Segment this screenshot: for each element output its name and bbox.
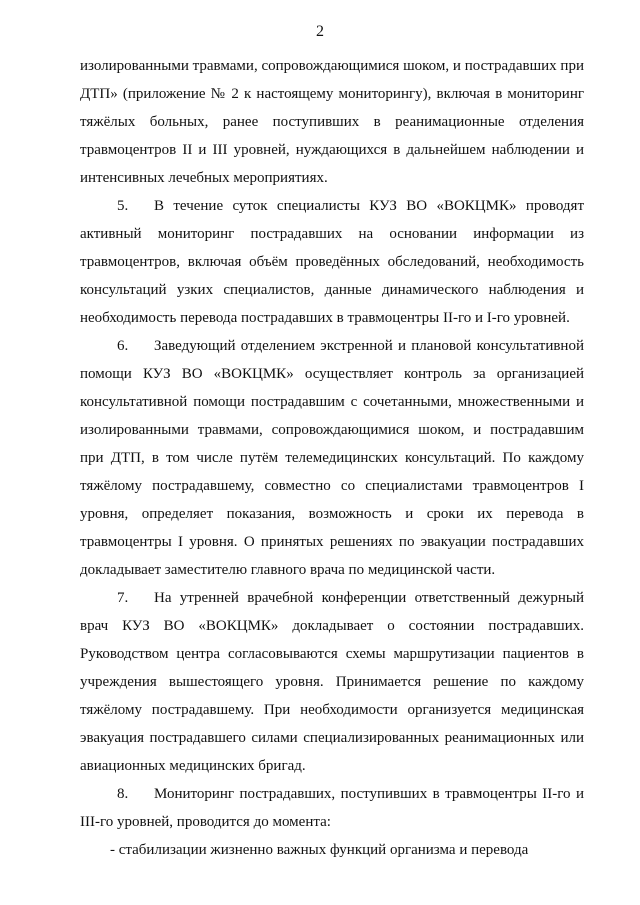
paragraph-text: изолированными травмами, сопровождающимися шоком, и пострадавших при ДТП» (приложение № 2 к настоящему мониторингу), включая в мониторинг тяжёлых больных, ранее поступивших в реанимационные отделения травмоцентров II и III уровней, нуждающихся в дальнейшем наблюдении и интенсивных лечебных мероприятиях. [80,58,584,186]
item-number: 8. [117,786,129,802]
item-number: 5. [117,198,129,214]
bullet-text: - стабилизации жизненно важных функций организма и перевода [110,842,529,858]
paragraph-continued [80,52,584,192]
paragraph-text: Заведующий отделением экстренной и плановой консультативной помощи КУЗ ВО «ВОКЦМК» осуществляет контроль за организацией консультативной помощи пострадавшим с сочетанными, множественными и изолированными травмами, сопровождающимися шоком, и пострадавшим при ДТП, в том числе путём телемедицинских консультаций. По каждому тяжёлому пострадавшему, совместно со специалистами травмоцентров I уровня, определяет показания, возможность и сроки их перевода в травмоцентры I уровня. О принятых решениях по эвакуации пострадавших докладывает заместителю главного врача по медицинской части. [80,338,584,578]
paragraph-text: В течение суток специалисты КУЗ ВО «ВОКЦМК» проводят активный мониторинг пострадавших на основании информации из травмоцентров, включая объём проведённых обследований, необходимость консультаций узких специалистов, данные динамического наблюдения и необходимость перевода пострадавших в травмоцентры II-го и I-го уровней. [80,198,584,326]
item-number: 6. [117,338,129,354]
page-number: 2 [316,23,324,40]
paragraph-text: Мониторинг пострадавших, поступивших в травмоцентры II-го и III-го уровней, проводится до момента: [80,786,584,830]
bullet-item [80,836,584,864]
paragraph-text: На утренней врачебной конференции ответственный дежурный врач КУЗ ВО «ВОКЦМК» докладывает о состоянии пострадавших. Руководством центра согласовываются схемы маршрутизации пациентов в учреждения вышестоящего уровня. Принимается решение по каждому тяжёлому пострадавшему. При необходимости организуется медицинская эвакуация пострадавшего силами специализированных реанимационных или авиационных медицинских бригад. [80,590,584,774]
paragraph-item-7 [80,584,584,780]
paragraph-item-5 [80,192,584,332]
paragraph-item-6 [80,332,584,584]
document-body [80,52,584,864]
paragraph-item-8 [80,780,584,836]
item-number: 7. [117,590,129,606]
